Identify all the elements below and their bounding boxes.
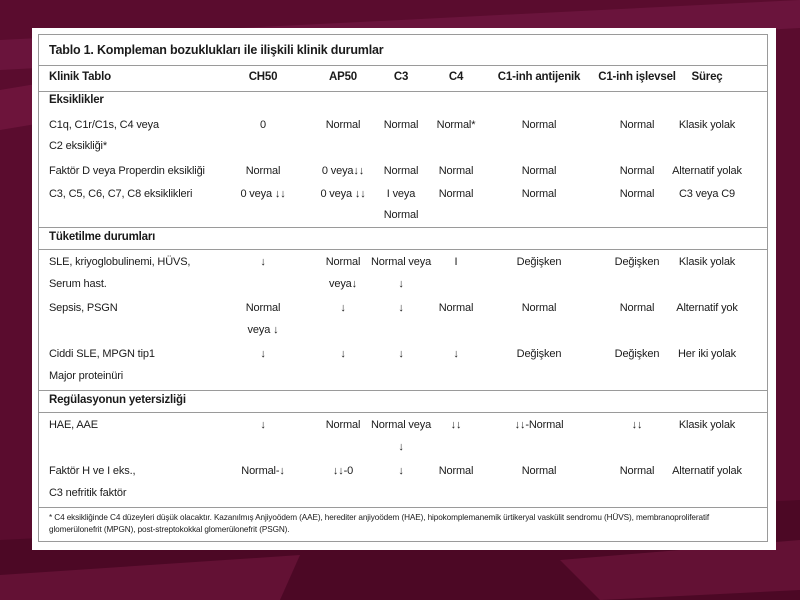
- cell: I: [454, 256, 458, 268]
- header-clinical: Klinik Tablo: [49, 71, 111, 83]
- complement-table: [38, 34, 768, 542]
- cell: Normal: [245, 165, 281, 177]
- cell: Değişken: [614, 256, 660, 268]
- cell: ↓↓-0: [332, 465, 354, 477]
- cell: Normal: [325, 419, 361, 431]
- cell: Normal: [438, 465, 474, 477]
- rule: [39, 412, 767, 413]
- cell: ↓: [260, 348, 266, 360]
- slide-content-card: [32, 28, 776, 550]
- cell: Normal: [383, 209, 419, 221]
- rule: [39, 91, 767, 92]
- cell: Klasik yolak: [678, 256, 736, 268]
- cell: SLE, kriyoglobulinemi, HÜVS,: [49, 256, 191, 268]
- cell: ↓: [398, 465, 404, 477]
- cell: C3 veya C9: [679, 188, 735, 200]
- cell: ↓: [398, 441, 404, 453]
- section-title-consumption: Tüketilme durumları: [49, 231, 156, 243]
- cell: Normal veya: [370, 419, 432, 431]
- rule: [39, 65, 767, 66]
- cell: Normal: [245, 302, 281, 314]
- cell: 0 veya ↓↓: [240, 188, 286, 200]
- cell: Değişken: [516, 348, 562, 360]
- cell: Alternatif yolak: [672, 165, 742, 177]
- cell: I veya: [386, 188, 416, 200]
- cell: ↓: [398, 278, 404, 290]
- cell: Her iki yolak: [678, 348, 736, 360]
- cell: Normal: [521, 302, 557, 314]
- cell: Serum hast.: [49, 278, 107, 290]
- cell: Sepsis, PSGN: [49, 302, 118, 314]
- section-title-deficiencies: Eksiklikler: [49, 94, 104, 106]
- cell: Alternatif yok: [676, 302, 738, 314]
- cell: Faktör H ve I eks.,: [49, 465, 136, 477]
- section-title-regulation: Regülasyonun yetersizliği: [49, 394, 186, 406]
- cell: veya ↓: [247, 324, 279, 336]
- cell: Faktör D veya Properdin eksikliği: [49, 165, 205, 177]
- cell: C1q, C1r/C1s, C4 veya: [49, 119, 159, 131]
- cell: ↓↓: [450, 419, 462, 431]
- cell: Ciddi SLE, MPGN tip1: [49, 348, 155, 360]
- cell: veya↓: [329, 278, 357, 290]
- cell: Normal-↓: [241, 465, 285, 477]
- cell: 0 veya↓↓: [321, 165, 365, 177]
- cell: 0: [260, 119, 266, 131]
- cell: Normal: [619, 165, 655, 177]
- cell: Normal: [521, 119, 557, 131]
- cell: Normal: [619, 119, 655, 131]
- rule: [39, 390, 767, 391]
- header-process: Süreç: [691, 71, 723, 83]
- rule: [39, 507, 767, 508]
- header-ap50: AP50: [329, 71, 357, 83]
- cell: C3, C5, C6, C7, C8 eksiklikleri: [49, 188, 193, 200]
- cell: Normal: [383, 119, 419, 131]
- table-footnote: * C4 eksikliğinde C4 düzeyleri düşük olacaktır. Kazanılmış Anjiyoödem (AAE), herediter anjiyoödem (HAE), hipokomplemanemik ürtikeryal vaskülit sendromu (HÜVS), membranoproliferatif glomerülonefrit (MPGN), post-streptokokkal glomerülonefrit (PSGN).: [49, 513, 710, 534]
- cell: Normal: [521, 465, 557, 477]
- cell: Normal: [521, 188, 557, 200]
- header-c4: C4: [448, 71, 464, 83]
- cell: ↓↓: [631, 419, 643, 431]
- header-ch50: CH50: [248, 71, 278, 83]
- rule: [39, 227, 767, 228]
- cell: C2 eksikliği*: [49, 140, 107, 152]
- cell: ↓: [340, 348, 346, 360]
- cell: ↓: [340, 302, 346, 314]
- cell: ↓: [260, 419, 266, 431]
- header-c1inh-functional: C1-inh işlevsel: [598, 71, 676, 83]
- header-c3: C3: [393, 71, 409, 83]
- cell: Klasik yolak: [678, 419, 736, 431]
- cell: C3 nefritik faktör: [49, 487, 127, 499]
- header-c1inh-antigenic: C1-inh antijenik: [497, 71, 581, 83]
- cell: HAE, AAE: [49, 419, 98, 431]
- cell: ↓: [398, 348, 404, 360]
- cell: Normal veya: [370, 256, 432, 268]
- cell: Normal: [383, 165, 419, 177]
- cell: Normal: [619, 188, 655, 200]
- cell: ↓: [453, 348, 459, 360]
- cell: ↓↓-Normal: [514, 419, 564, 431]
- cell: Normal: [438, 188, 474, 200]
- cell: 0 veya ↓↓: [320, 188, 366, 200]
- cell: Alternatif yolak: [672, 465, 742, 477]
- cell: ↓: [260, 256, 266, 268]
- cell: Normal: [438, 165, 474, 177]
- cell: Normal*: [436, 119, 476, 131]
- cell: Normal: [619, 302, 655, 314]
- cell: Normal: [438, 302, 474, 314]
- cell: Klasik yolak: [678, 119, 736, 131]
- cell: Normal: [521, 165, 557, 177]
- cell: Normal: [325, 119, 361, 131]
- cell: Normal: [619, 465, 655, 477]
- cell: Normal: [325, 256, 361, 268]
- table-title: Tablo 1. Kompleman bozuklukları ile ilişkili klinik durumlar: [49, 43, 384, 57]
- cell: Değişken: [516, 256, 562, 268]
- rule: [39, 249, 767, 250]
- cell: Major proteinüri: [49, 370, 124, 382]
- cell: Değişken: [614, 348, 660, 360]
- cell: ↓: [398, 302, 404, 314]
